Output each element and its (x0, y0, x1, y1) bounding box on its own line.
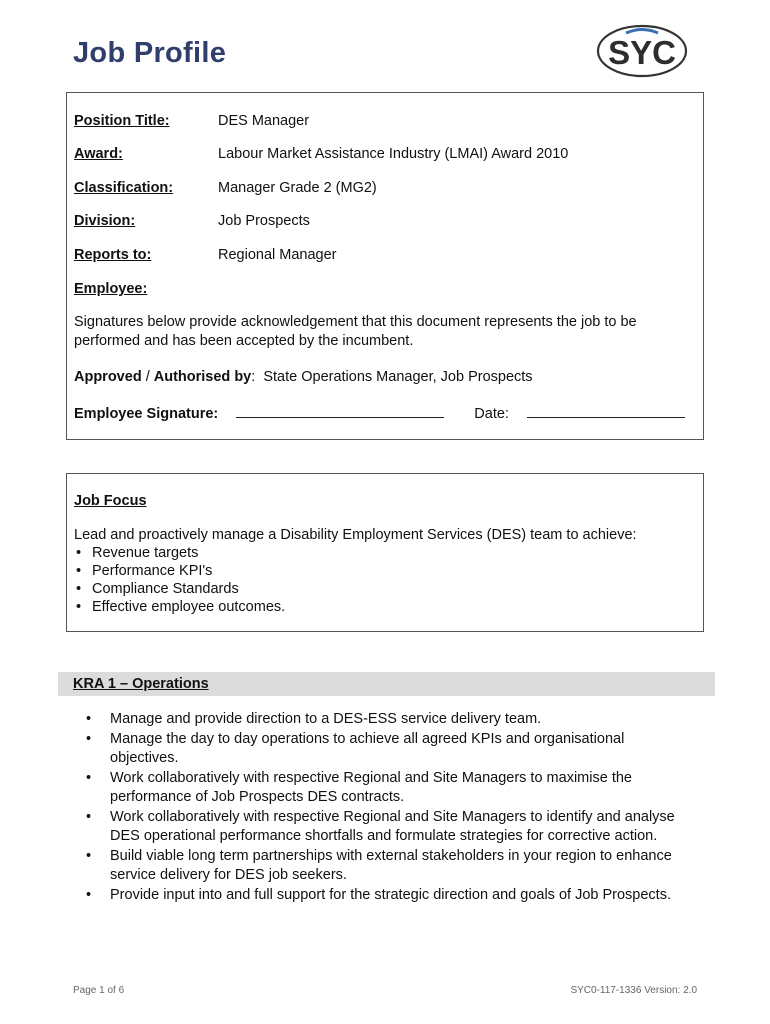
position-title-value: DES Manager (218, 113, 310, 129)
kra1-heading-bar (58, 672, 715, 696)
classification-label: Classification: (74, 180, 174, 196)
page-title: Job Profile (73, 37, 227, 69)
division-label: Division: (74, 213, 136, 229)
classification-value: Manager Grade 2 (MG2) (218, 180, 377, 196)
job-focus-list (74, 544, 694, 616)
employee-row (74, 281, 147, 298)
position-title-label: Position Title: (74, 113, 170, 129)
list-item: • Provide input into and full support for the strategic direction and goals of Job Prospects. (86, 887, 671, 903)
signature-row (74, 403, 694, 424)
division-value: Job Prospects (218, 213, 310, 229)
acknowledgement-text: Signatures below provide acknowledgement that this document represents the job to be performed and has been accepted by the incumbent. (74, 314, 637, 349)
award-label: Award: (74, 146, 123, 162)
syc-logo (596, 24, 688, 78)
job-focus-box (66, 473, 704, 632)
award-value: Labour Market Assistance Industry (LMAI) Award 2010 (218, 146, 569, 162)
division-row (74, 213, 310, 230)
signature-label: Employee Signature: (74, 406, 219, 422)
list-item: • Build viable long term partnerships with external stakeholders in your region to enhance service delivery for DES job seekers. (86, 848, 672, 883)
job-focus-intro: Lead and proactively manage a Disability Employment Services (DES) team to achieve: (74, 527, 637, 543)
list-item: • Performance KPI's (76, 563, 213, 579)
kra1-heading: KRA 1 – Operations (73, 676, 209, 692)
reports-to-value: Regional Manager (218, 247, 337, 263)
list-item: • Compliance Standards (76, 581, 239, 597)
signature-line[interactable] (236, 403, 444, 418)
approved-label: Approved (74, 369, 142, 385)
award-row (74, 146, 569, 163)
approved-separator: / (141, 369, 154, 385)
reports-to-row (74, 247, 337, 264)
approved-row: Approved / Authorised by: State Operations Manager, Job Prospects (74, 369, 533, 385)
list-item: • Work collaboratively with respective Regional and Site Managers to maximise the performance of Job Prospects DES contracts. (86, 770, 632, 805)
date-line[interactable] (527, 403, 685, 418)
page-number: Page 1 of 6 (73, 985, 125, 996)
document-reference: SYC0-117-1336 Version: 2.0 (570, 985, 697, 996)
logo-text: SYC (608, 34, 676, 71)
position-title-row (74, 113, 310, 130)
job-focus-heading: Job Focus (74, 493, 147, 509)
job-focus-heading-row (74, 493, 147, 510)
list-item: • Manage the day to day operations to achieve all agreed KPIs and organisational objectives. (86, 731, 625, 766)
list-item: • Effective employee outcomes. (76, 599, 286, 615)
position-details-box (66, 92, 704, 440)
kra1-list (84, 710, 684, 906)
date-label: Date: (474, 406, 509, 422)
authorised-label: Authorised by (153, 369, 252, 385)
list-item: • Work collaboratively with respective Regional and Site Managers to identify and analyse DES operational performance shortfalls and formulate strategies for corrective action. (86, 809, 675, 844)
employee-label: Employee: (74, 281, 148, 297)
reports-to-label: Reports to: (74, 247, 152, 263)
approved-value: State Operations Manager, Job Prospects (263, 369, 533, 385)
list-item: • Manage and provide direction to a DES-ESS service delivery team. (86, 711, 542, 727)
list-item: • Revenue targets (76, 545, 199, 561)
classification-row (74, 180, 377, 197)
job-focus-content (74, 526, 694, 616)
